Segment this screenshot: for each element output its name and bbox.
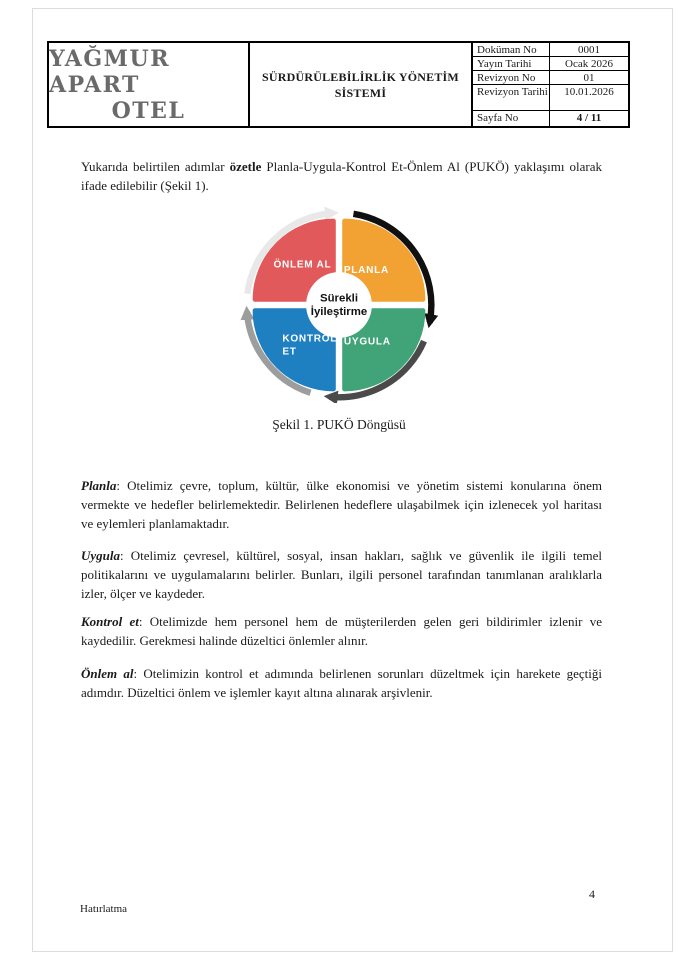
intro-paragraph	[81, 157, 602, 195]
info-value-page: 4 / 11	[576, 112, 602, 124]
info-label: Yayın Tarihi	[473, 57, 550, 71]
label-planla: PLANLA	[343, 265, 389, 277]
logo-line2: OTEL	[111, 97, 186, 124]
document-info-table	[473, 43, 628, 126]
logo-line1: YAĞMUR APART	[49, 45, 170, 98]
paragraph-lead: Uygula	[81, 548, 120, 563]
info-label: Revizyon Tarihi	[473, 85, 550, 111]
hotel-logo	[49, 43, 250, 126]
paragraph-body: : Otelimizin kontrol et adımında belirlenen sorunları düzeltmek için harekete geçtiği adımdır. Düzeltici önlem ve işlemler kayıt altına alınarak arşivlenir.	[81, 666, 602, 700]
paragraph-lead: Kontrol et	[81, 614, 139, 629]
intro-pre: Yukarıda belirtilen adımlar	[81, 159, 230, 174]
page-number: 4	[589, 887, 595, 901]
info-value: 10.01.2026	[550, 85, 628, 111]
center-hub	[306, 272, 372, 338]
document-title-line2: SİSTEMİ	[334, 85, 387, 100]
document-title-line1: SÜRDÜRÜLEBİLİRLİK YÖNETİM	[262, 69, 459, 84]
paragraph-kontrol-et	[81, 612, 602, 650]
document-title	[250, 43, 473, 126]
info-value: Ocak 2026	[550, 57, 628, 71]
label-kontrol: KONTROL	[282, 333, 338, 345]
puko-diagram-container	[0, 207, 678, 403]
info-value: 0001	[550, 43, 628, 57]
info-value: 01	[550, 71, 628, 85]
paragraph-body: : Otelimiz çevresel, kültürel, sosyal, insan hakları, sağlık ve güvenlik ile ilgili temel politikalarını ve uygulamalarını belirler. Bunları, ilgili personel tarafından tanımlanan aralıklarla izler, ölçer ve kaydeder.	[81, 548, 602, 601]
paragraph-body: : Otelimizde hem personel hem de müşterilerden gelen geri bildirimler izlenir ve kaydedilir. Gerekmesi halinde düzeltici önlemler alınır.	[81, 614, 602, 648]
paragraph-body: : Otelimiz çevre, toplum, kültür, ülke ekonomisi ve yönetim sistemi konularına önem vermekte ve hedefler belirlemektedir. Belirlenen hedeflere ulaşabilmek için izlenecek yol haritası ve eylemleri planlamaktadır.	[81, 478, 602, 531]
paragraph-uygula	[81, 546, 602, 603]
center-label-line1: Sürekli	[319, 292, 359, 305]
footer-note: Hatırlatma	[80, 903, 128, 915]
puko-cycle-diagram	[233, 207, 445, 403]
figure-caption: Şekil 1. PUKÖ Döngüsü	[272, 417, 406, 432]
paragraph-planla	[81, 476, 602, 533]
intro-emphasis: özetle	[229, 159, 262, 174]
paragraph-lead: Önlem al	[81, 666, 134, 681]
center-label-line2: İyileştirme	[310, 306, 368, 319]
paragraph-lead: Planla	[81, 478, 117, 493]
info-label: Sayfa No	[473, 111, 550, 126]
label-onlem-al: ÖNLEM AL	[273, 259, 332, 271]
info-label: Doküman No	[473, 43, 550, 57]
header-table	[47, 41, 630, 128]
label-et: ET	[282, 346, 297, 358]
intro-post: Planla-Uygula-Kontrol Et-Önlem Al (PUKÖ) yaklaşımı olarak ifade edilebilir (Şekil 1).	[81, 159, 602, 193]
paragraph-onlem-al	[81, 664, 602, 702]
label-uygula: UYGULA	[343, 336, 391, 348]
info-label: Revizyon No	[473, 71, 550, 85]
